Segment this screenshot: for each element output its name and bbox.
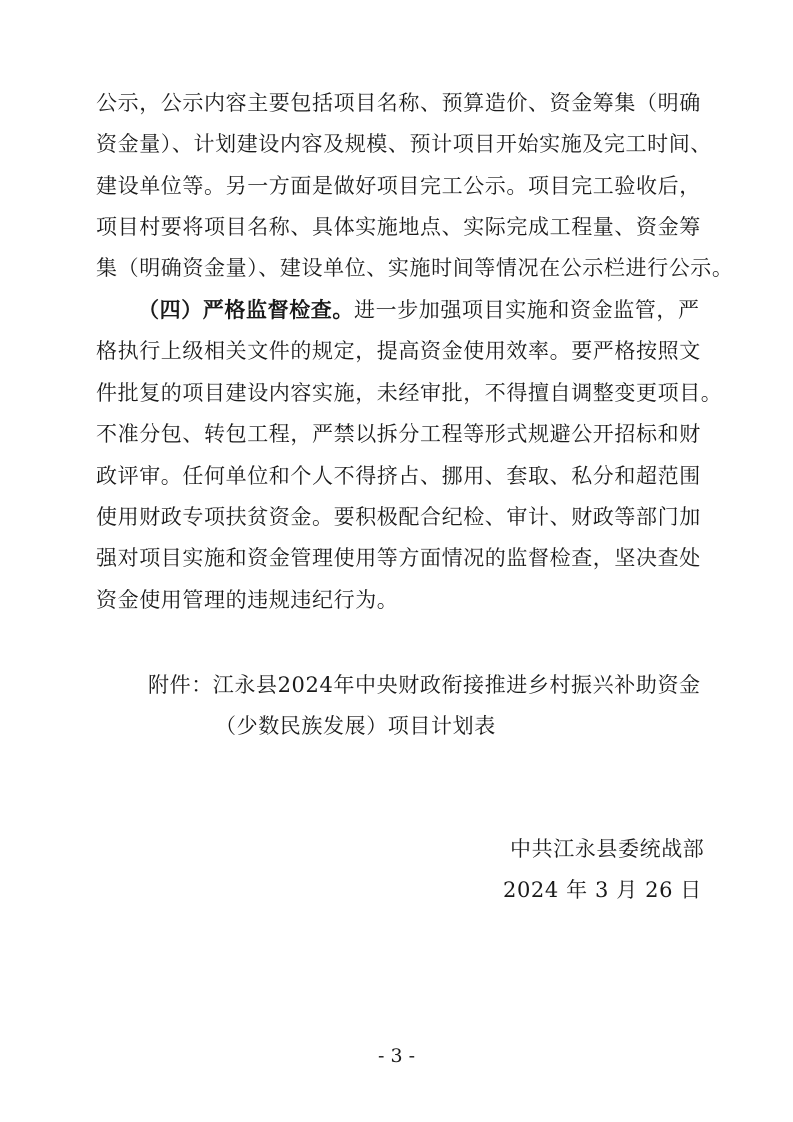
section4-line-6: 使用财政专项扶贫资金。要积极配合纪检、审计、财政等部门加 bbox=[96, 505, 701, 529]
page-number: - 3 - bbox=[377, 1045, 415, 1067]
body-line-5: 集（明确资金量）、建设单位、实施时间等情况在公示栏进行公示。 bbox=[96, 256, 734, 280]
section4-line-4: 不准分包、转包工程，严禁以拆分工程等形式规避公开招标和财 bbox=[96, 422, 701, 446]
section4-line-2: 格执行上级相关文件的规定，提高资金使用效率。要严格按照文 bbox=[96, 339, 701, 363]
section4-line-8: 资金使用管理的违规违纪行为。 bbox=[96, 588, 399, 612]
body-line-2: 资金量）、计划建设内容及规模、预计项目开始实施及完工时间、 bbox=[96, 132, 712, 156]
signature-date: 2024 年 3 月 26 日 bbox=[503, 878, 702, 902]
section4-first-line bbox=[138, 298, 700, 322]
section4-line-5: 政评审。任何单位和个人不得挤占、挪用、套取、私分和超范围 bbox=[96, 464, 701, 488]
attachment-line-1: 附件：江永县2024年中央财政衔接推进乡村振兴补助资金 bbox=[148, 673, 701, 697]
body-line-3: 建设单位等。另一方面是做好项目完工公示。项目完工验收后， bbox=[96, 174, 701, 198]
section4-first-line-text: 进一步加强项目实施和资金监管，严 bbox=[354, 298, 700, 322]
section4-heading: （四）严格监督检查。 bbox=[138, 297, 354, 322]
section4-line-3: 件批复的项目建设内容实施，未经审批，不得擅自调整变更项目。 bbox=[96, 381, 723, 405]
section4-line-7: 强对项目实施和资金管理使用等方面情况的监督检查，坚决查处 bbox=[96, 546, 701, 570]
body-line-4: 项目村要将项目名称、具体实施地点、实际完成工程量、资金筹 bbox=[96, 215, 701, 239]
body-line-1: 公示，公示内容主要包括项目名称、预算造价、资金筹集（明确 bbox=[96, 91, 701, 115]
signature-org: 中共江永县委统战部 bbox=[510, 837, 705, 861]
attachment-line-2: （少数民族发展）项目计划表 bbox=[215, 714, 496, 738]
